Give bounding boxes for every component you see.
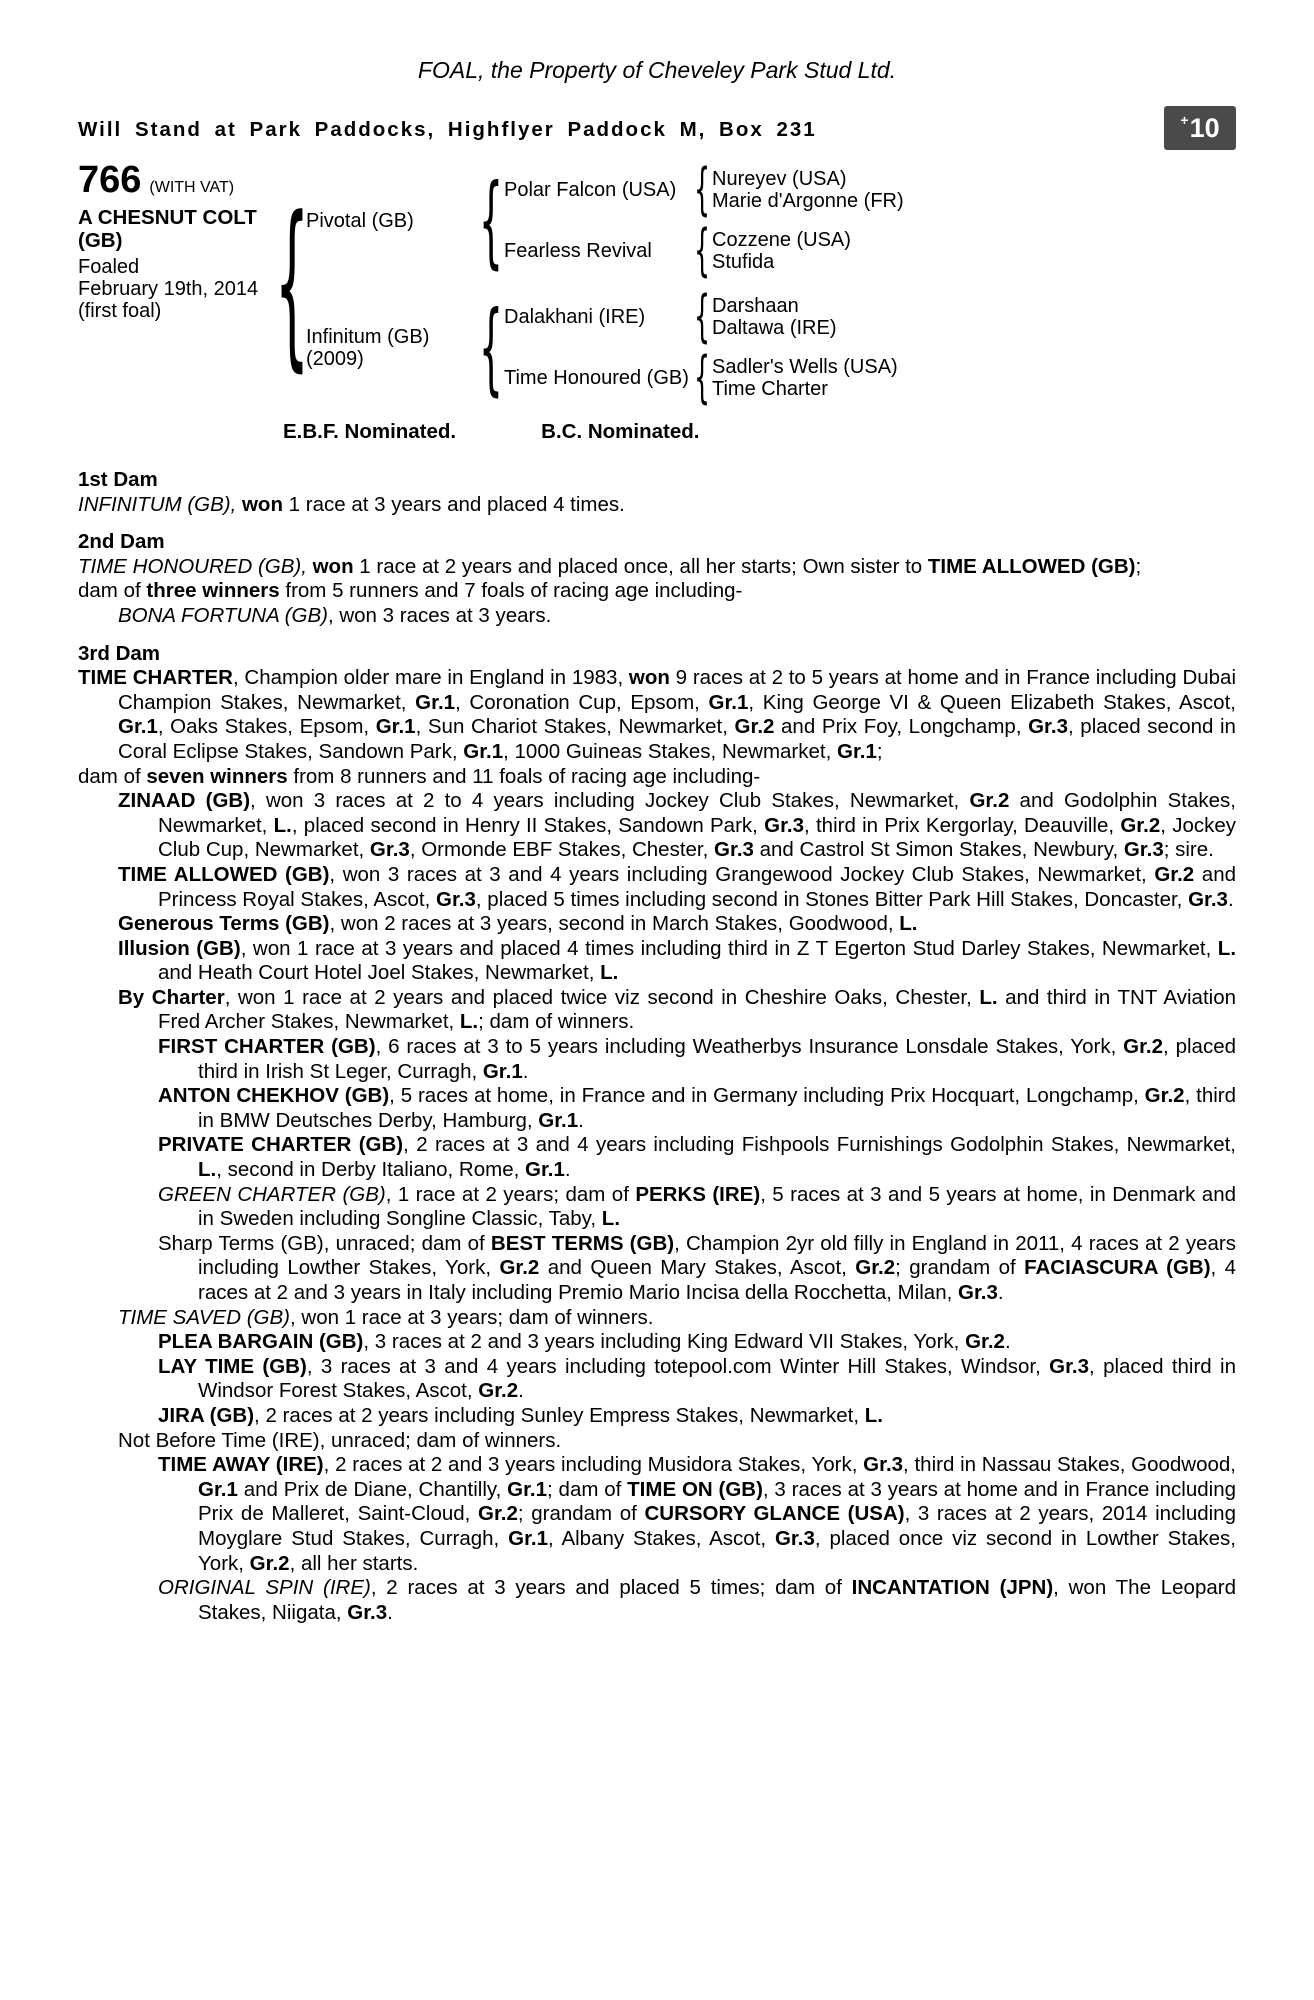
text-segment: and third in TNT Aviation Fred Archer Stakes, Newmarket, xyxy=(158,985,1236,1034)
text-segment: three winners xyxy=(146,579,280,603)
text-segment: seven winners xyxy=(146,764,288,788)
sale-logo-year: 10 xyxy=(1189,112,1220,143)
nominated-row xyxy=(78,420,1236,444)
text-segment: Gr.2 xyxy=(734,715,775,739)
text-segment: Gr.3 xyxy=(1049,1354,1090,1378)
property-line: FOAL, the Property of Cheveley Park Stud Ltd. xyxy=(417,57,897,83)
section-heading: 2nd Dam xyxy=(78,530,165,554)
text-segment: Illusion (GB) xyxy=(118,936,241,960)
text-segment: INCANTATION (JPN) xyxy=(851,1576,1054,1600)
great-grandparent-pair xyxy=(712,295,836,339)
text-segment: BEST TERMS (GB) xyxy=(490,1231,675,1255)
pedigree-paragraph xyxy=(78,1355,1236,1404)
grandparent-unit xyxy=(504,284,1236,349)
text-segment: Gr.1 xyxy=(463,739,504,763)
text-segment: , 3 races at 2 years, 2014 including Moyglare Stud Stakes, Curragh, xyxy=(198,1502,1236,1550)
sire-grandparents xyxy=(504,157,1236,283)
pedigree-paragraph xyxy=(78,1306,1236,1331)
bc-nominated: B.C. Nominated. xyxy=(541,420,700,443)
text-segment: , won 1 race at 3 years; dam of winners. xyxy=(290,1305,654,1329)
text-segment: 1 race at 3 years and placed 4 times. xyxy=(282,492,625,516)
text-segment: PERKS (IRE) xyxy=(635,1182,761,1206)
great-grandparent-pair xyxy=(712,356,898,400)
text-segment: Gr.2 xyxy=(1154,862,1195,886)
text-segment: Gr.3 xyxy=(1188,887,1228,911)
text-segment: Gr.1 xyxy=(837,739,877,763)
text-segment: , Sun Chariot Stakes, Newmarket, xyxy=(415,715,735,739)
text-segment: , third in Prix Kergorlay, Deauville, xyxy=(804,813,1121,837)
text-segment: ; xyxy=(1135,554,1142,578)
text-segment: , third in Nassau Stakes, Goodwood, xyxy=(903,1453,1236,1477)
text-segment: , 4 races at 2 and 3 years in Italy including Premio Mario Incisa della Rocchetta, Milan, xyxy=(198,1256,1237,1304)
text-segment: Not Before Time (IRE), unraced; dam of winners. xyxy=(118,1428,562,1452)
text-segment: , King George VI & Queen Elizabeth Stakes, Ascot, xyxy=(748,690,1236,714)
text-segment: Gr.1 xyxy=(118,715,158,739)
section-heading: 3rd Dam xyxy=(78,641,161,665)
text-segment: from 5 runners and 7 foals of racing age including- xyxy=(279,579,743,603)
text-segment: L. xyxy=(979,985,998,1009)
pedigree-paragraph xyxy=(78,604,1236,629)
dam-year: (2009) xyxy=(306,347,364,370)
text-segment: . xyxy=(387,1600,393,1624)
grandsire-name: Polar Falcon (USA) xyxy=(504,178,677,201)
text-segment: won xyxy=(241,492,283,516)
text-segment: , Coronation Cup, Epsom, xyxy=(455,690,709,714)
text-segment: and Heath Court Hotel Joel Stakes, Newmarket, xyxy=(158,961,601,985)
text-segment: TIME ALLOWED (GB) xyxy=(118,862,330,886)
text-segment: , 1000 Guineas Stakes, Newmarket, xyxy=(503,739,837,763)
pair-brace: { xyxy=(693,157,711,222)
text-segment: Gr.2 xyxy=(1144,1084,1185,1108)
great-grandparent-name: Stufida xyxy=(712,251,775,273)
text-segment: , placed second in Henry II Stakes, Sandown Park, xyxy=(291,813,765,837)
pedigree-paragraph xyxy=(78,1330,1236,1355)
pedigree-paragraph xyxy=(78,1576,1236,1625)
vat-note: (WITH VAT) xyxy=(149,179,235,196)
text-segment: Gr.3 xyxy=(1123,838,1164,862)
pedigree-paragraph xyxy=(78,1429,1236,1454)
text-segment: Gr.3 xyxy=(774,1526,815,1550)
lot-description xyxy=(78,206,278,252)
pedigree-paragraph xyxy=(78,579,1236,604)
sire-line xyxy=(306,157,1236,283)
text-segment: BONA FORTUNA (GB) xyxy=(118,603,328,627)
pedigree-paragraph xyxy=(78,937,1236,986)
text-segment: Gr.2 xyxy=(249,1551,290,1575)
pedigree-paragraph xyxy=(78,863,1236,912)
text-segment: dam of xyxy=(78,579,147,603)
text-segment: Gr.1 xyxy=(538,1108,579,1132)
text-segment: , 5 races at home, in France and in Germany including Prix Hocquart, Longchamp, xyxy=(389,1084,1145,1108)
sale-logo-mark: + xyxy=(1180,112,1189,128)
grandparent-unit xyxy=(504,218,1236,283)
text-segment: Gr.2 xyxy=(478,1502,518,1526)
text-segment: FACIASCURA (GB) xyxy=(1024,1256,1211,1280)
text-segment: Gr.1 xyxy=(198,1477,238,1501)
text-segment: Gr.1 xyxy=(375,715,416,739)
text-segment: TIME ON (GB) xyxy=(627,1477,763,1501)
text-segment: L. xyxy=(600,961,619,985)
text-segment: dam of xyxy=(78,764,147,788)
text-segment: Gr.2 xyxy=(965,1330,1005,1354)
pedigree-paragraph xyxy=(78,493,1236,518)
text-segment: Gr.3 xyxy=(863,1453,904,1477)
great-grandparent-name: Time Charter xyxy=(712,378,828,400)
text-segment: , 2 races at 3 years and placed 5 times; dam of xyxy=(370,1576,852,1600)
text-segment: Gr.3 xyxy=(764,813,805,837)
text-segment: won xyxy=(628,666,670,690)
text-segment: , 2 races at 2 and 3 years including Musidora Stakes, York, xyxy=(323,1453,864,1477)
section-heading: 1st Dam xyxy=(78,468,158,491)
text-segment: . xyxy=(997,1281,1004,1304)
text-segment: , Albany Stakes, Ascot, xyxy=(548,1526,775,1550)
text-segment: from 8 runners and 11 foals of racing age including- xyxy=(287,764,761,788)
text-segment: Gr.3 xyxy=(369,838,410,862)
text-segment: , won 3 races at 3 and 4 years including Grangewood Jockey Club Stakes, Newmarket, xyxy=(329,862,1155,886)
text-segment: ORIGINAL SPIN (IRE) xyxy=(158,1576,371,1600)
text-segment: , placed 5 times including second in Stones Bitter Park Hill Stakes, Doncaster, xyxy=(475,887,1189,911)
text-segment: , second in Derby Italiano, Rome, xyxy=(216,1158,526,1182)
text-segment: , 3 races at 3 and 4 years including totepool.com Winter Hill Stakes, Windsor, xyxy=(306,1354,1050,1378)
lot-number-row xyxy=(78,159,278,201)
text-segment: , 3 races at 2 and 3 years including King Edward VII Stakes, York, xyxy=(363,1330,966,1354)
dam-name-cell xyxy=(306,326,478,370)
pair-brace: { xyxy=(693,284,711,349)
text-segment: , placed once viz second in Lowther Stakes, York, xyxy=(198,1526,1236,1575)
sire-name: Pivotal (GB) xyxy=(306,209,414,232)
pedigree-paragraph xyxy=(78,765,1236,790)
text-segment: and Queen Mary Stakes, Ascot, xyxy=(539,1256,856,1280)
text-segment: TIME CHARTER xyxy=(78,666,233,690)
text-segment: 1 race at 2 years and placed once, all her starts; Own sister to xyxy=(353,554,928,578)
great-grandparent-pair xyxy=(712,168,904,212)
text-segment: , won 1 race at 2 years and placed twice viz second in Cheshire Oaks, Chester, xyxy=(224,985,980,1009)
granddam-name: Time Honoured (GB) xyxy=(504,366,689,389)
text-segment: and Prix de Diane, Chantilly, xyxy=(237,1477,508,1501)
text-segment: TIME ALLOWED (GB) xyxy=(927,554,1136,578)
text-segment: ; grandam of xyxy=(517,1502,645,1526)
text-segment: Gr.2 xyxy=(855,1256,896,1280)
great-grandparent-name: Daltawa (IRE) xyxy=(712,317,837,339)
text-segment: and Castrol St Simon Stakes, Newbury, xyxy=(753,838,1124,862)
text-segment: won xyxy=(312,554,354,578)
text-segment: TIME HONOURED (GB), xyxy=(78,554,313,578)
sale-logo xyxy=(1164,106,1236,150)
text-segment: . xyxy=(564,1158,571,1182)
text-segment: 9 races at 2 to 5 years at home and in France including Dubai Champion Stakes, Newmarket, xyxy=(118,666,1237,714)
text-segment: . xyxy=(522,1059,529,1083)
lot-description-line1: A CHESNUT COLT xyxy=(78,206,257,229)
text-segment: L. xyxy=(273,813,292,837)
text-segment: L. xyxy=(601,1207,621,1231)
text-segment: ; dam of xyxy=(547,1477,628,1501)
outer-brace: { xyxy=(274,179,310,388)
foaled-block xyxy=(78,256,278,322)
foaled-date: February 19th, 2014 xyxy=(78,278,259,300)
text-segment: . xyxy=(1004,1330,1011,1354)
text-segment: CURSORY GLANCE (USA) xyxy=(644,1502,905,1526)
text-segment: GREEN CHARTER (GB) xyxy=(158,1182,386,1206)
pedigree-paragraph xyxy=(78,986,1236,1035)
pedigree-tree xyxy=(306,157,1236,410)
text-segment: Gr.2 xyxy=(969,789,1010,813)
grandparent-unit xyxy=(504,157,1236,222)
text-segment: Gr.3 xyxy=(714,838,754,862)
pedigree-paragraph xyxy=(78,789,1236,863)
text-segment: , won 2 races at 3 years, second in March Stakes, Goodwood, xyxy=(329,912,900,936)
foaled-label: Foaled xyxy=(78,256,140,278)
dam-brace: { xyxy=(478,288,504,406)
pedigree-paragraph xyxy=(78,912,1236,937)
text-segment: , Champion 2yr old filly in England in 2011, 4 races at 2 years including Lowther Stakes, York, xyxy=(198,1231,1237,1280)
text-segment: LAY TIME (GB) xyxy=(158,1354,307,1378)
text-segment: , won 1 race at 3 years and placed 4 times including third in Z T Egerton Stud Darley Stakes, Newmarket, xyxy=(240,936,1218,960)
text-segment: , 6 races at 3 to 5 years including Weatherbys Insurance Lonsdale Stakes, York, xyxy=(375,1035,1124,1059)
sections xyxy=(78,468,1236,1625)
text-segment: ZINAAD (GB) xyxy=(118,789,251,813)
pair-brace: { xyxy=(693,218,711,283)
pedigree-paragraph xyxy=(78,1232,1236,1306)
text-segment: PLEA BARGAIN (GB) xyxy=(158,1330,364,1354)
sire-brace: { xyxy=(478,161,504,279)
text-segment: . xyxy=(1227,887,1234,911)
pedigree-paragraph xyxy=(78,1035,1236,1084)
text-segment: , won 3 races at 3 years. xyxy=(327,603,552,627)
text-segment: , third in BMW Deutsches Derby, Hamburg, xyxy=(198,1084,1236,1132)
text-segment: ; dam of winners. xyxy=(478,1010,635,1034)
dam-line xyxy=(306,284,1236,410)
great-grandparent-name: Marie d'Argonne (FR) xyxy=(712,190,904,212)
text-segment: PRIVATE CHARTER (GB) xyxy=(158,1133,404,1157)
text-segment: . xyxy=(578,1108,584,1132)
pedigree-paragraph xyxy=(78,1084,1236,1133)
text-segment: , won The Leopard Stakes, Niigata, xyxy=(198,1576,1236,1624)
text-segment: By Charter xyxy=(118,985,225,1009)
text-segment: Gr.1 xyxy=(507,1477,548,1501)
text-segment: FIRST CHARTER (GB) xyxy=(158,1035,376,1059)
text-segment: L. xyxy=(459,1010,479,1034)
text-segment: Gr.2 xyxy=(478,1379,519,1403)
great-grandparent-name: Sadler's Wells (USA) xyxy=(712,356,898,378)
text-segment: Gr.1 xyxy=(508,1526,549,1550)
text-segment: INFINITUM (GB), xyxy=(78,492,242,516)
text-segment: , won 3 races at 2 to 4 years including Jockey Club Stakes, Newmarket, xyxy=(250,789,970,813)
text-segment: , 5 races at 3 and 5 years at home, in Denmark and in Sweden including Songline Classic, Taby, xyxy=(198,1182,1237,1231)
text-segment: and Prix Foy, Longchamp, xyxy=(774,715,1029,739)
text-segment: , Champion older mare in England in 1983, xyxy=(232,666,629,690)
pedigree-paragraph xyxy=(78,1453,1236,1576)
text-segment: Gr.3 xyxy=(1028,715,1068,739)
text-segment: and Princess Royal Stakes, Ascot, xyxy=(158,862,1236,911)
text-segment: Gr.3 xyxy=(436,887,476,911)
text-segment: Gr.3 xyxy=(958,1281,998,1304)
text-segment: Gr.1 xyxy=(708,690,749,714)
great-grandparent-name: Nureyev (USA) xyxy=(712,168,847,190)
text-segment: , placed second in Coral Eclipse Stakes, Sandown Park, xyxy=(118,715,1236,763)
grandsire-name: Dalakhani (IRE) xyxy=(504,305,646,328)
pedigree-paragraph xyxy=(78,1404,1236,1429)
lot-info xyxy=(78,159,278,406)
text-segment: , placed third in Irish St Leger, Curragh, xyxy=(198,1035,1236,1083)
text-segment: Gr.1 xyxy=(482,1059,523,1083)
text-segment: Generous Terms (GB) xyxy=(118,912,330,936)
text-segment: Gr.1 xyxy=(525,1158,565,1182)
ebf-nominated: E.B.F. Nominated. xyxy=(283,420,457,443)
text-segment: Gr.2 xyxy=(1120,813,1161,837)
text-segment: TIME SAVED (GB) xyxy=(118,1305,290,1329)
text-segment: TIME AWAY (IRE) xyxy=(158,1453,324,1477)
text-segment: ANTON CHEKHOV (GB) xyxy=(158,1084,390,1108)
text-segment: , Ormonde EBF Stakes, Chester, xyxy=(409,838,715,862)
text-segment: ; sire. xyxy=(1163,838,1214,862)
pedigree-paragraph xyxy=(78,1183,1236,1232)
pedigree-paragraph xyxy=(78,666,1236,764)
text-segment: L. xyxy=(864,1403,883,1427)
text-segment: , Jockey Club Cup, Newmarket, xyxy=(158,813,1236,862)
great-grandparent-name: Cozzene (USA) xyxy=(712,229,851,251)
dam-name: Infinitum (GB) xyxy=(306,325,430,348)
great-grandparent-pair xyxy=(712,229,851,273)
text-segment: L. xyxy=(198,1158,217,1182)
text-segment: Gr.3 xyxy=(347,1600,388,1624)
text-segment: . xyxy=(518,1379,524,1403)
grandparent-unit xyxy=(504,345,1236,410)
text-segment: L. xyxy=(899,912,918,936)
stand-location-line: Will Stand at Park Paddocks, Highflyer Paddock M, Box 231 xyxy=(78,118,817,141)
pedigree-paragraph xyxy=(78,555,1236,580)
text-segment: ; grandam of xyxy=(895,1256,1025,1280)
text-segment: Gr.2 xyxy=(1123,1035,1164,1059)
text-segment: , 2 races at 3 and 4 years including Fishpools Furnishings Godolphin Stakes, Newmarket, xyxy=(403,1133,1236,1157)
text-segment: Sharp Terms (GB), unraced; dam of xyxy=(158,1231,491,1255)
stand-row xyxy=(78,106,1236,150)
text-segment: , 1 race at 2 years; dam of xyxy=(385,1182,636,1206)
dam-grandparents xyxy=(504,284,1236,410)
granddam-name: Fearless Revival xyxy=(504,239,652,262)
text-segment: L. xyxy=(1217,936,1237,960)
text-segment: , all her starts. xyxy=(289,1551,419,1575)
great-grandparent-name: Darshaan xyxy=(712,295,799,317)
text-segment: , placed third in Windsor Forest Stakes, Ascot, xyxy=(198,1354,1236,1403)
text-segment: , 2 races at 2 years including Sunley Empress Stakes, Newmarket, xyxy=(254,1403,865,1427)
text-segment: ; xyxy=(876,739,883,763)
text-segment: , Oaks Stakes, Epsom, xyxy=(157,715,376,739)
lot-description-line2: (GB) xyxy=(78,229,123,252)
pedigree-block xyxy=(78,157,1236,410)
text-segment: , 3 races at 3 years at home and in France including Prix de Malleret, Saint-Cloud, xyxy=(198,1477,1236,1526)
pair-brace: { xyxy=(693,345,711,410)
text-segment: Gr.2 xyxy=(499,1256,540,1280)
lot-number: 766 xyxy=(78,159,142,201)
text-segment: JIRA (GB) xyxy=(158,1403,255,1427)
text-segment: Gr.1 xyxy=(415,690,456,714)
first-foal-note: (first foal) xyxy=(78,300,162,322)
text-segment: and Godolphin Stakes, Newmarket, xyxy=(158,789,1236,837)
pedigree-paragraph xyxy=(78,1133,1236,1182)
